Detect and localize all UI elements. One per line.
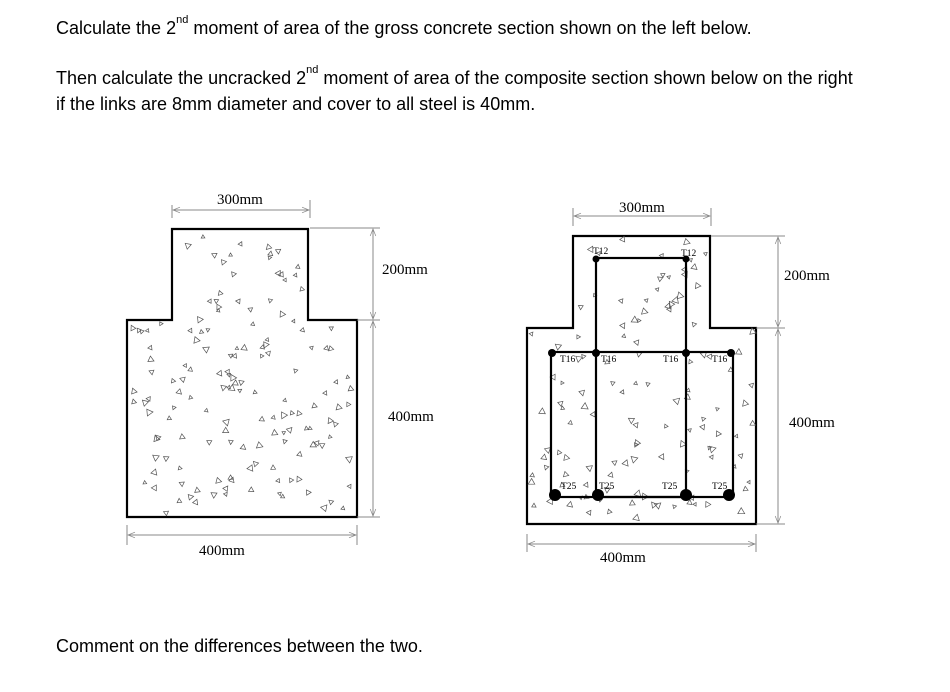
left-top-width-label: 300mm [217, 192, 263, 208]
closing-question: Comment on the differences between the two. [56, 636, 423, 656]
right-flange-depth-label: 200mm [784, 268, 830, 284]
bar-label-bot-3: T25 [662, 482, 678, 492]
bar-mid-2 [592, 349, 600, 357]
right-top-width-label: 300mm [619, 200, 665, 216]
left-gross-section [127, 229, 357, 517]
left-flange-depth-label: 200mm [382, 262, 428, 278]
bar-label-top-right: T12 [681, 249, 697, 259]
right-composite-section [527, 236, 756, 524]
bar-mid-4 [727, 349, 735, 357]
right-bottom-width-label: 400mm [600, 550, 646, 566]
right-web-depth-label: 400mm [789, 415, 835, 431]
question-line-3: if the links are 8mm diameter and cover to all steel is 40mm. [56, 94, 536, 114]
bar-bot-3 [680, 489, 692, 501]
bar-label-mid-1: T16 [560, 355, 576, 365]
bar-label-bot-1: T25 [561, 482, 577, 492]
left-section-outline [127, 229, 357, 517]
bar-label-mid-4: T16 [712, 355, 728, 365]
right-section-outline [527, 236, 756, 524]
bar-label-mid-3: T16 [663, 355, 679, 365]
bar-label-bot-4: T25 [712, 482, 728, 492]
question-line-1: Calculate the 2nd moment of area of the gross concrete section shown on the left below. [56, 14, 752, 38]
left-bottom-width-label: 400mm [199, 543, 245, 559]
bar-label-bot-2: T25 [599, 482, 615, 492]
bar-label-top-left: T12 [593, 247, 609, 257]
left-web-depth-label: 400mm [388, 409, 434, 425]
bar-mid-1 [548, 349, 556, 357]
bar-mid-3 [682, 349, 690, 357]
question-line-2: Then calculate the uncracked 2nd moment of area of the composite section shown below on the right [56, 64, 853, 88]
bar-label-mid-2: T16 [601, 355, 617, 365]
bar-bot-1 [549, 489, 561, 501]
